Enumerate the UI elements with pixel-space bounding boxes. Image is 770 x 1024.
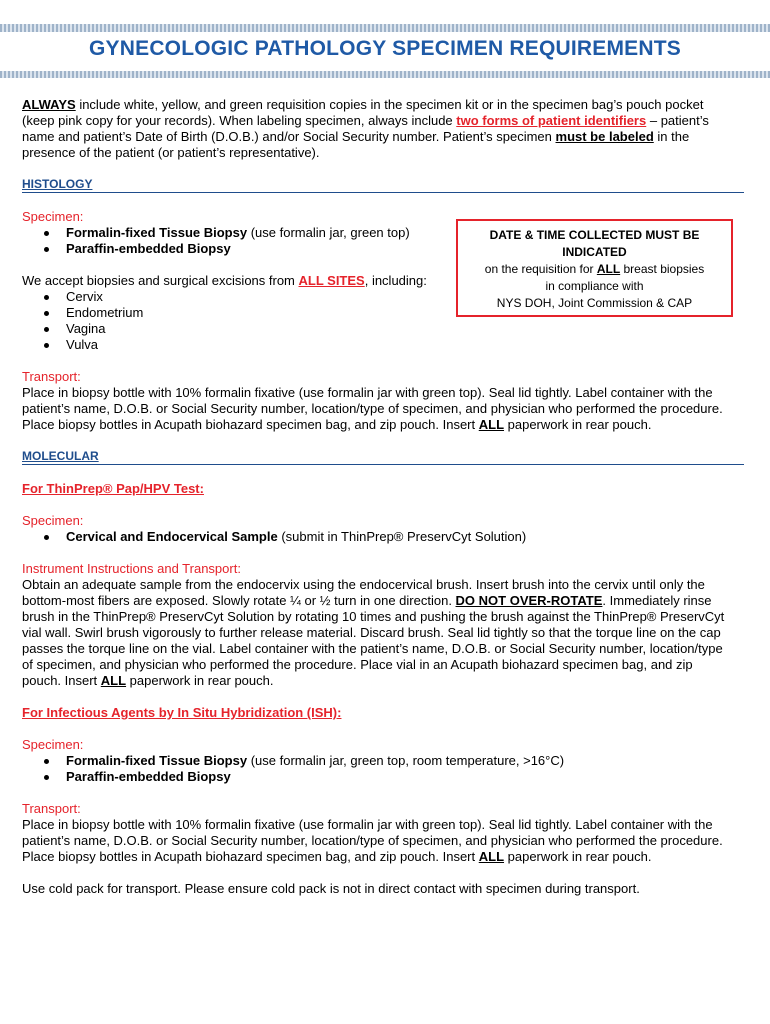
intro-paragraph: ALWAYS include white, yellow, and green requisition copies in the specimen kit or in the specimen bag’s pouch pocket (keep pink copy for your records). When labeling specimen, always include two forms of patient identifiers – patient’s name and patient’s Date of Birth (D.O.B.) and/or Social Security number. Patient’s specimen must be labeled in the presence of the patient (or patient’s representative). bbox=[22, 97, 709, 160]
main-content bbox=[22, 97, 734, 897]
list-item: Cervix bbox=[66, 289, 734, 305]
list-item: Vagina bbox=[66, 321, 734, 337]
thinprep-specimen-list bbox=[22, 529, 734, 545]
histology-specimen-label: Specimen: bbox=[22, 209, 84, 224]
notice-line-4: in compliance with bbox=[545, 279, 644, 293]
all-sites-emphasis: ALL SITES bbox=[298, 273, 365, 288]
always-emphasis: ALWAYS bbox=[22, 97, 76, 112]
ish-title: For Infectious Agents by In Situ Hybridization (ISH): bbox=[22, 705, 342, 720]
list-item: Cervical and Endocervical Sample (submit in ThinPrep® PreservCyt Solution) bbox=[66, 529, 734, 545]
cold-pack-note: Use cold pack for transport. Please ensure cold pack is not in direct contact with specimen during transport. bbox=[22, 881, 640, 896]
ish-specimen-list bbox=[22, 753, 734, 785]
must-be-labeled-emphasis: must be labeled bbox=[555, 129, 654, 144]
notice-line-5: NYS DOH, Joint Commission & CAP bbox=[496, 296, 693, 310]
ish-transport-label: Transport: bbox=[22, 801, 81, 816]
instrument-instructions-label: Instrument Instructions and Transport: bbox=[22, 561, 241, 576]
ish-transport-text: Place in biopsy bottle with 10% formalin fixative (use formalin jar with green top). Seal lid tightly. Label container with the patient’s name, D.O.B. or Social Security number, location/type of specimen, and physician who performed the procedure. Place biopsy bottles in Acupath biohazard specimen bag, and zip pouch. Insert ALL paperwork in rear pouch. bbox=[22, 817, 723, 864]
list-item: Formalin-fixed Tissue Biopsy (use formalin jar, green top, room temperature, >16°C) bbox=[66, 753, 734, 769]
notice-line-3: on the requisition for ALL breast biopsies bbox=[484, 262, 705, 276]
list-item: Paraffin-embedded Biopsy bbox=[66, 769, 734, 785]
header-band-top bbox=[0, 24, 770, 32]
page-title: GYNECOLOGIC PATHOLOGY SPECIMEN REQUIREMENTS bbox=[89, 37, 681, 60]
list-item: Paraffin-embedded Biopsy bbox=[66, 241, 734, 257]
list-item: Vulva bbox=[66, 337, 734, 353]
ish-specimen-label: Specimen: bbox=[22, 737, 84, 752]
do-not-over-rotate-emphasis: DO NOT OVER-ROTATE bbox=[455, 593, 603, 608]
date-time-notice-box bbox=[456, 219, 733, 317]
accepted-sites-intro: We accept biopsies and surgical excisions from ALL SITES, including: bbox=[22, 273, 427, 288]
histology-transport-label: Transport: bbox=[22, 369, 81, 384]
section-heading-molecular: MOLECULAR bbox=[22, 449, 744, 465]
notice-line-2: INDICATED bbox=[562, 245, 627, 259]
thinprep-specimen-label: Specimen: bbox=[22, 513, 84, 528]
header-band-bottom bbox=[0, 71, 770, 78]
instrument-instructions-text: Obtain an adequate sample from the endocervix using the endocervical brush. Insert brush into the cervix until only the bottom-most fibers are exposed. Slowly rotate ¼ or ½ turn in one direction. DO NOT OVER-ROTATE. Immediately rinse brush in the ThinPrep® PreservCyt Solution by rotating 10 times and pushing the brush against the ThinPrep® PreservCyt vial wall. Swirl brush vigorously to further release material. Discard brush. Seal lid tightly so that the torque line on the cap passes the torque line on the vial. Label container with the patient’s name, D.O.B. or Social Security number, location/type of specimen, and physician who performed the procedure. Place vial in an Acupath biohazard specimen bag, and zip pouch. Insert ALL paperwork in rear pouch. bbox=[22, 577, 725, 688]
notice-line-1: DATE & TIME COLLECTED MUST BE bbox=[489, 228, 700, 242]
list-item: Endometrium bbox=[66, 305, 734, 321]
two-identifiers-emphasis: two forms of patient identifiers bbox=[456, 113, 647, 128]
section-heading-histology: HISTOLOGY bbox=[22, 177, 744, 193]
thinprep-title: For ThinPrep® Pap/HPV Test: bbox=[22, 481, 204, 496]
histology-transport-text: Place in biopsy bottle with 10% formalin fixative (use formalin jar with green top). Seal lid tightly. Label container with the patient’s name, D.O.B. or Social Security number, location/type of specimen, and physician who performed the procedure. Place biopsy bottles in Acupath biohazard specimen bag, and zip pouch. Insert ALL paperwork in rear pouch. bbox=[22, 385, 723, 432]
list-item: Formalin-fixed Tissue Biopsy (use formalin jar, green top) bbox=[66, 225, 734, 241]
